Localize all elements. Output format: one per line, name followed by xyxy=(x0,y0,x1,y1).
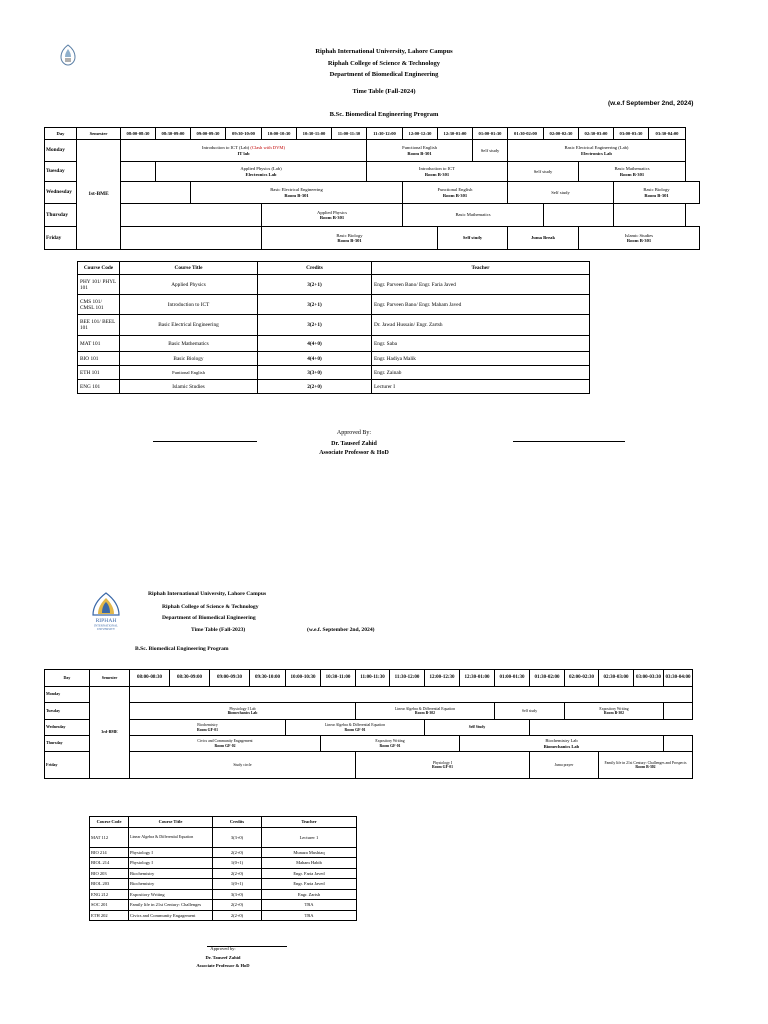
course-teacher: Dr. Jawad Hussain/ Engr. Zartsh xyxy=(372,315,590,336)
course-code: PHY 101/ PHYL 101 xyxy=(78,275,120,295)
course-code: MAT 101 xyxy=(78,336,120,352)
course-teacher: Engr. Zartsh xyxy=(262,889,357,900)
class-cell xyxy=(403,204,544,227)
course-credits: 1(0+1) xyxy=(213,879,262,890)
class-cell xyxy=(130,703,356,720)
day-label: Wednesday xyxy=(45,182,77,204)
course-credits: 2(2+0) xyxy=(258,380,372,394)
slot-header: 11:00-11:30 xyxy=(356,670,390,687)
slot-header: 02:00-02:30 xyxy=(565,670,599,687)
class-cell xyxy=(460,736,664,752)
slot-header: 01:30-02:00 xyxy=(530,670,565,687)
slot-header: 12:30-01:00 xyxy=(460,670,495,687)
empty-cell xyxy=(614,204,686,227)
day-label: Friday xyxy=(45,752,90,779)
slot-header: 03:00-03:30 xyxy=(614,128,649,140)
course-credits: 2(2+0) xyxy=(213,910,262,921)
monday-row xyxy=(45,140,700,162)
slot-header: 08:00-08:30 xyxy=(121,128,156,140)
slot-header: 03:00-03:30 xyxy=(634,670,664,687)
table-row xyxy=(90,889,357,900)
day-header: Day xyxy=(45,670,90,687)
day-label: Thursday xyxy=(45,204,77,227)
course-name: Basic Mathematics xyxy=(614,166,650,172)
course-title: Biochemistry xyxy=(129,868,213,879)
effective-date: (w.e.f. September 2nd, 2024) xyxy=(307,627,375,633)
course-title: Biochemistry xyxy=(129,879,213,890)
course-name: Linear Algebra & Differential Equation xyxy=(324,723,386,728)
slot-header: 02:00-02:30 xyxy=(544,128,579,140)
course-name: Family life in 21st Century: Challenges and Prospects xyxy=(604,760,687,765)
tuesday-row xyxy=(45,162,700,182)
thursday-row xyxy=(45,736,693,752)
approver-title: Associate Professor & HoD xyxy=(196,963,250,968)
table-row xyxy=(78,315,590,336)
course-name: Biochemistry xyxy=(197,723,218,728)
course-credits: 4(4+0) xyxy=(258,352,372,366)
column-header: Credits xyxy=(213,817,262,828)
room-name: Room B-302 xyxy=(414,711,436,715)
approver-name: Dr. Tauseef Zahid xyxy=(331,441,377,447)
slot-header: 10:00-10:30 xyxy=(286,670,321,687)
slot-header: 09:00-09:30 xyxy=(191,128,226,140)
course-credits: 1(0+1) xyxy=(213,858,262,869)
course-code: BIOL 203 xyxy=(90,879,129,890)
self-study-cell: Self study xyxy=(473,140,508,162)
timetable-fall-2023 xyxy=(44,669,693,779)
class-cell xyxy=(262,204,403,227)
class-cell xyxy=(156,162,367,182)
course-credits: 3(3+0) xyxy=(213,827,262,847)
friday-row xyxy=(45,227,700,250)
slot-header: 10:30-11:00 xyxy=(321,670,356,687)
approved-by-label: Approved by: xyxy=(210,946,236,951)
course-title: Basic Biology xyxy=(120,352,258,366)
course-teacher: Engr. Parveen Bano/ Engr. Maham Javed xyxy=(372,295,590,315)
slot-header: 02:30-03:00 xyxy=(599,670,634,687)
slot-header: 08:30-09:00 xyxy=(170,670,210,687)
slot-header: 01:30-02:00 xyxy=(508,128,544,140)
room-name: Biomechanics Lab xyxy=(227,711,258,715)
room-name: Room GF-01 xyxy=(197,727,218,732)
column-header: Teacher xyxy=(262,817,357,828)
slot-header: 08:30-09:00 xyxy=(156,128,191,140)
wednesday-row xyxy=(45,182,700,204)
empty-cell xyxy=(121,162,156,182)
semester-cell: 1st-BME xyxy=(77,140,121,250)
course-code: BIO 203 xyxy=(90,868,129,879)
course-name: Physiology I Lab xyxy=(229,706,256,711)
class-cell xyxy=(614,182,700,204)
class-cell xyxy=(191,182,403,204)
university-name: Riphah International University, Lahore Campus xyxy=(315,48,453,55)
table-row xyxy=(90,858,357,869)
course-name: Basic Electrical Engineering (Lab) xyxy=(564,145,629,151)
course-name: Physiology I xyxy=(432,760,453,765)
course-name: Basic Electrical Engineering xyxy=(270,187,323,193)
approver-name: Dr. Tauseef Zahid xyxy=(205,955,241,960)
study-circle-cell: Study circle xyxy=(130,752,356,779)
room-name: Electronics Lab xyxy=(581,150,612,156)
class-cell xyxy=(565,703,664,720)
room-name: Biomechanics Lab xyxy=(543,743,580,749)
course-teacher: Lecturer I xyxy=(372,380,590,394)
slot-header: 11:00-11:30 xyxy=(332,128,367,140)
room-name: IT lab xyxy=(237,150,250,156)
course-name: Expository Writing xyxy=(375,739,405,744)
juma-break-cell: Juma Break xyxy=(508,227,579,250)
logo-text: UNIVERSITY xyxy=(97,627,115,631)
course-name: Expository Writing xyxy=(599,706,629,711)
course-title: Basic Mathematics xyxy=(120,336,258,352)
logo-text: RIPHAH xyxy=(95,618,117,624)
class-cell xyxy=(130,736,321,752)
department-name: Department of Biomedical Engineering xyxy=(329,71,439,78)
course-title: Expository Writing xyxy=(129,889,213,900)
empty-cell xyxy=(664,736,693,752)
college-name: Riphah College of Science & Technology xyxy=(162,604,259,610)
course-code: ENG 212 xyxy=(90,889,129,900)
empty-cell xyxy=(664,703,693,720)
class-cell xyxy=(579,162,686,182)
room-name: Room B-302 xyxy=(603,711,625,715)
slot-header: 12:00-12:30 xyxy=(403,128,438,140)
course-credits: 3(2+1) xyxy=(258,315,372,336)
course-name: Basic Biology xyxy=(643,187,670,193)
course-title: Islamic Studies xyxy=(120,380,258,394)
timetable-fall-2024 xyxy=(44,127,700,250)
course-code: BIO 101 xyxy=(78,352,120,366)
course-code: ETH 101 xyxy=(78,366,120,380)
thursday-row xyxy=(45,204,700,227)
course-name: Basic Mathematics xyxy=(455,212,491,218)
slot-header: 08:00-08:30 xyxy=(130,670,170,687)
table-row xyxy=(90,827,357,847)
timetable-header-row xyxy=(45,670,693,687)
course-code: CMS 101/ CMSL 101 xyxy=(78,295,120,315)
table-row xyxy=(78,275,590,295)
slot-header: 12:30-01:00 xyxy=(438,128,473,140)
course-credits: 2(2+0) xyxy=(213,847,262,858)
empty-cell xyxy=(544,204,614,227)
room-name: Room B-301 xyxy=(337,238,362,243)
course-credits: 3(2+1) xyxy=(258,295,372,315)
approved-by-label: Approved By: xyxy=(336,430,372,436)
friday-row xyxy=(45,752,693,779)
room-name: Room B-302 xyxy=(635,765,656,769)
class-cell xyxy=(367,162,508,182)
empty-cell xyxy=(530,720,693,736)
course-teacher: Engr. Faria Javed xyxy=(262,879,357,890)
course-name: Linear Algebra & Differential Equation xyxy=(394,706,456,711)
room-name: Electronics Lab xyxy=(245,171,277,177)
course-title: Physiology I xyxy=(129,847,213,858)
course-name: Introduction to ICT (Lab) xyxy=(201,145,250,151)
wednesday-row xyxy=(45,720,693,736)
course-title: Applied Physics xyxy=(120,275,258,295)
table-row xyxy=(90,900,357,911)
course-credits: 4(4+0) xyxy=(258,336,372,352)
class-cell xyxy=(508,140,686,162)
table-row xyxy=(78,336,590,352)
room-name: Room B-301 xyxy=(442,192,468,198)
course-teacher: Engr. Faria Javed xyxy=(262,868,357,879)
course-title: Funtional English xyxy=(120,366,258,380)
column-header: Credits xyxy=(258,262,372,275)
slot-header: 12:00-12:30 xyxy=(425,670,460,687)
semester-cell: 3rd-BME xyxy=(90,687,130,779)
column-header: Teacher xyxy=(372,262,590,275)
course-teacher: Munaza Mushtaq xyxy=(262,847,357,858)
empty-cell xyxy=(121,204,262,227)
course-teacher: TBA xyxy=(262,900,357,911)
timetable-term: Time Table (Fall-2023) xyxy=(191,627,246,633)
course-credits: 2(2+0) xyxy=(213,868,262,879)
class-cell xyxy=(121,140,367,162)
course-table-fall-2023 xyxy=(89,816,357,921)
slot-header: 09:30-10:00 xyxy=(250,670,286,687)
column-header: Course Title xyxy=(129,817,213,828)
empty-cell xyxy=(121,227,262,250)
course-teacher: TBA xyxy=(262,910,357,921)
room-name: Room GF-01 xyxy=(432,765,453,769)
slot-header: 03:30-04:00 xyxy=(649,128,686,140)
course-table-header xyxy=(90,817,357,828)
course-code: BEE 101/ BEEL 101 xyxy=(78,315,120,336)
slot-header: 11:30-12:00 xyxy=(390,670,425,687)
table-row xyxy=(90,879,357,890)
course-credits: 3(2+1) xyxy=(258,275,372,295)
course-teacher: Maham Habib xyxy=(262,858,357,869)
day-label: Thursday xyxy=(45,736,90,752)
course-title: Introduction to ICT xyxy=(120,295,258,315)
room-name: Room GF-02 xyxy=(214,743,236,748)
self-study-cell: Self Study xyxy=(425,720,530,736)
room-name: Room B-301 xyxy=(319,215,345,220)
program-name: B.Sc. Biomedical Engineering Program xyxy=(329,111,439,118)
course-table-header xyxy=(78,262,590,275)
semester-header: Semester xyxy=(90,670,130,687)
slot-header: 01:00-01:30 xyxy=(495,670,530,687)
slot-header: 01:00-01:30 xyxy=(473,128,508,140)
monday-row xyxy=(45,687,693,703)
self-study-cell: Self study xyxy=(508,162,579,182)
day-label: Wednesday xyxy=(45,720,90,736)
university-name: Riphah International University, Lahore Campus xyxy=(148,591,267,597)
self-study-cell: Self study xyxy=(508,182,614,204)
class-cell xyxy=(367,140,473,162)
course-title: Civics and Community Engagement xyxy=(129,910,213,921)
room-name: Room B-301 xyxy=(424,171,450,177)
class-cell xyxy=(262,227,438,250)
table-row xyxy=(90,868,357,879)
course-title: Physiology I xyxy=(129,858,213,869)
course-name: Functional English xyxy=(402,145,437,151)
course-code: ETH 202 xyxy=(90,910,129,921)
course-code: ENG 101 xyxy=(78,380,120,394)
class-cell xyxy=(579,227,700,250)
column-header: Course Title xyxy=(120,262,258,275)
timetable-term: Time Table (Fall-2024) xyxy=(352,88,416,95)
course-name: Civics and Community Engagement xyxy=(197,739,253,744)
empty-cell xyxy=(121,182,191,204)
course-name: Applied Physics xyxy=(317,209,347,215)
class-cell xyxy=(599,752,693,779)
course-name: Biochemistry Lab xyxy=(545,738,578,744)
room-name: Room B-301 xyxy=(644,192,669,198)
class-cell xyxy=(286,720,425,736)
approver-title: Associate Professor & HoD xyxy=(319,450,389,456)
day-label: Friday xyxy=(45,227,77,250)
course-title: Linear Algebra & Differential Equation xyxy=(129,827,213,847)
class-cell xyxy=(130,720,286,736)
course-code: BIO 214 xyxy=(90,847,129,858)
college-name: Riphah College of Science & Technology xyxy=(327,60,441,67)
course-name: Introduction to ICT xyxy=(419,166,455,172)
course-credits: 3(3+0) xyxy=(258,366,372,380)
tuesday-row xyxy=(45,703,693,720)
course-credits: 2(2+0) xyxy=(213,900,262,911)
column-header: Course Code xyxy=(78,262,120,275)
self-study-cell: Self study xyxy=(438,227,508,250)
course-teacher: Engr. Saba xyxy=(372,336,590,352)
department-name: Department of Biomedical Engineering xyxy=(162,615,256,621)
timetable-header-row xyxy=(45,128,700,140)
course-credits: 3(3+0) xyxy=(213,889,262,900)
slot-header: 11:30-12:00 xyxy=(367,128,403,140)
room-name: Room GF-01 xyxy=(379,743,401,748)
table-row xyxy=(78,295,590,315)
program-name: B.Sc. Biomedical Engineering Program xyxy=(135,646,229,652)
course-teacher: Lecturer 1 xyxy=(262,827,357,847)
semester-header: Semester xyxy=(77,128,121,140)
slot-header: 10:30-11:00 xyxy=(297,128,332,140)
course-title: Basic Electrical Engineering xyxy=(120,315,258,336)
table-row xyxy=(90,847,357,858)
logo-text: INTERNATIONAL xyxy=(94,623,118,628)
slot-header: 10:00-10:30 xyxy=(262,128,297,140)
empty-cell xyxy=(130,687,693,703)
course-name: Islamic Studies xyxy=(624,232,654,238)
day-label: Monday xyxy=(45,140,77,162)
course-name: Basic Biology xyxy=(336,232,363,238)
room-name: Room B-301 xyxy=(619,171,645,177)
column-header: Course Code xyxy=(90,817,129,828)
class-cell xyxy=(356,703,495,720)
course-code: BIOL 214 xyxy=(90,858,129,869)
course-name: Functional English xyxy=(437,187,473,193)
day-header: Day xyxy=(45,128,77,140)
table-row xyxy=(78,366,590,380)
room-name: Room B-301 xyxy=(626,238,652,243)
course-title: Family life in 21st Century: Challenges xyxy=(129,900,213,911)
course-teacher: Engr. Parveen Bano/ Engr. Faria Javed xyxy=(372,275,590,295)
day-label: Tuesday xyxy=(45,703,90,720)
table-row xyxy=(90,910,357,921)
course-table-fall-2024 xyxy=(77,261,590,394)
class-cell xyxy=(403,182,508,204)
course-code: MAT 112 xyxy=(90,827,129,847)
slot-header: 09:30-10:00 xyxy=(226,128,262,140)
effective-date: (w.e.f September 2nd, 2024) xyxy=(608,100,694,107)
juma-prayer-cell: Juma prayer xyxy=(530,752,599,779)
university-logo xyxy=(88,591,124,637)
room-name: Room B-301 xyxy=(407,150,432,156)
room-name: Room GF-01 xyxy=(344,727,366,732)
day-label: Tuesday xyxy=(45,162,77,182)
class-cell xyxy=(356,752,530,779)
self-study-cell: Self study xyxy=(495,703,565,720)
table-row xyxy=(78,380,590,394)
course-code: SOC 201 xyxy=(90,900,129,911)
table-row xyxy=(78,352,590,366)
slot-header: 09:00-09:30 xyxy=(210,670,250,687)
course-teacher: Engr. Zainab xyxy=(372,366,590,380)
clash-note: (Clash with DVM) xyxy=(250,145,286,151)
room-name: Room B-301 xyxy=(284,192,309,198)
course-teacher: Engr. Hadiya Malik xyxy=(372,352,590,366)
slot-header: 02:30-03:00 xyxy=(579,128,614,140)
class-cell xyxy=(321,736,460,752)
day-label: Monday xyxy=(45,687,90,703)
course-name: Applied Physics (Lab) xyxy=(240,166,282,172)
slot-header: 03:30-04:00 xyxy=(664,670,693,687)
